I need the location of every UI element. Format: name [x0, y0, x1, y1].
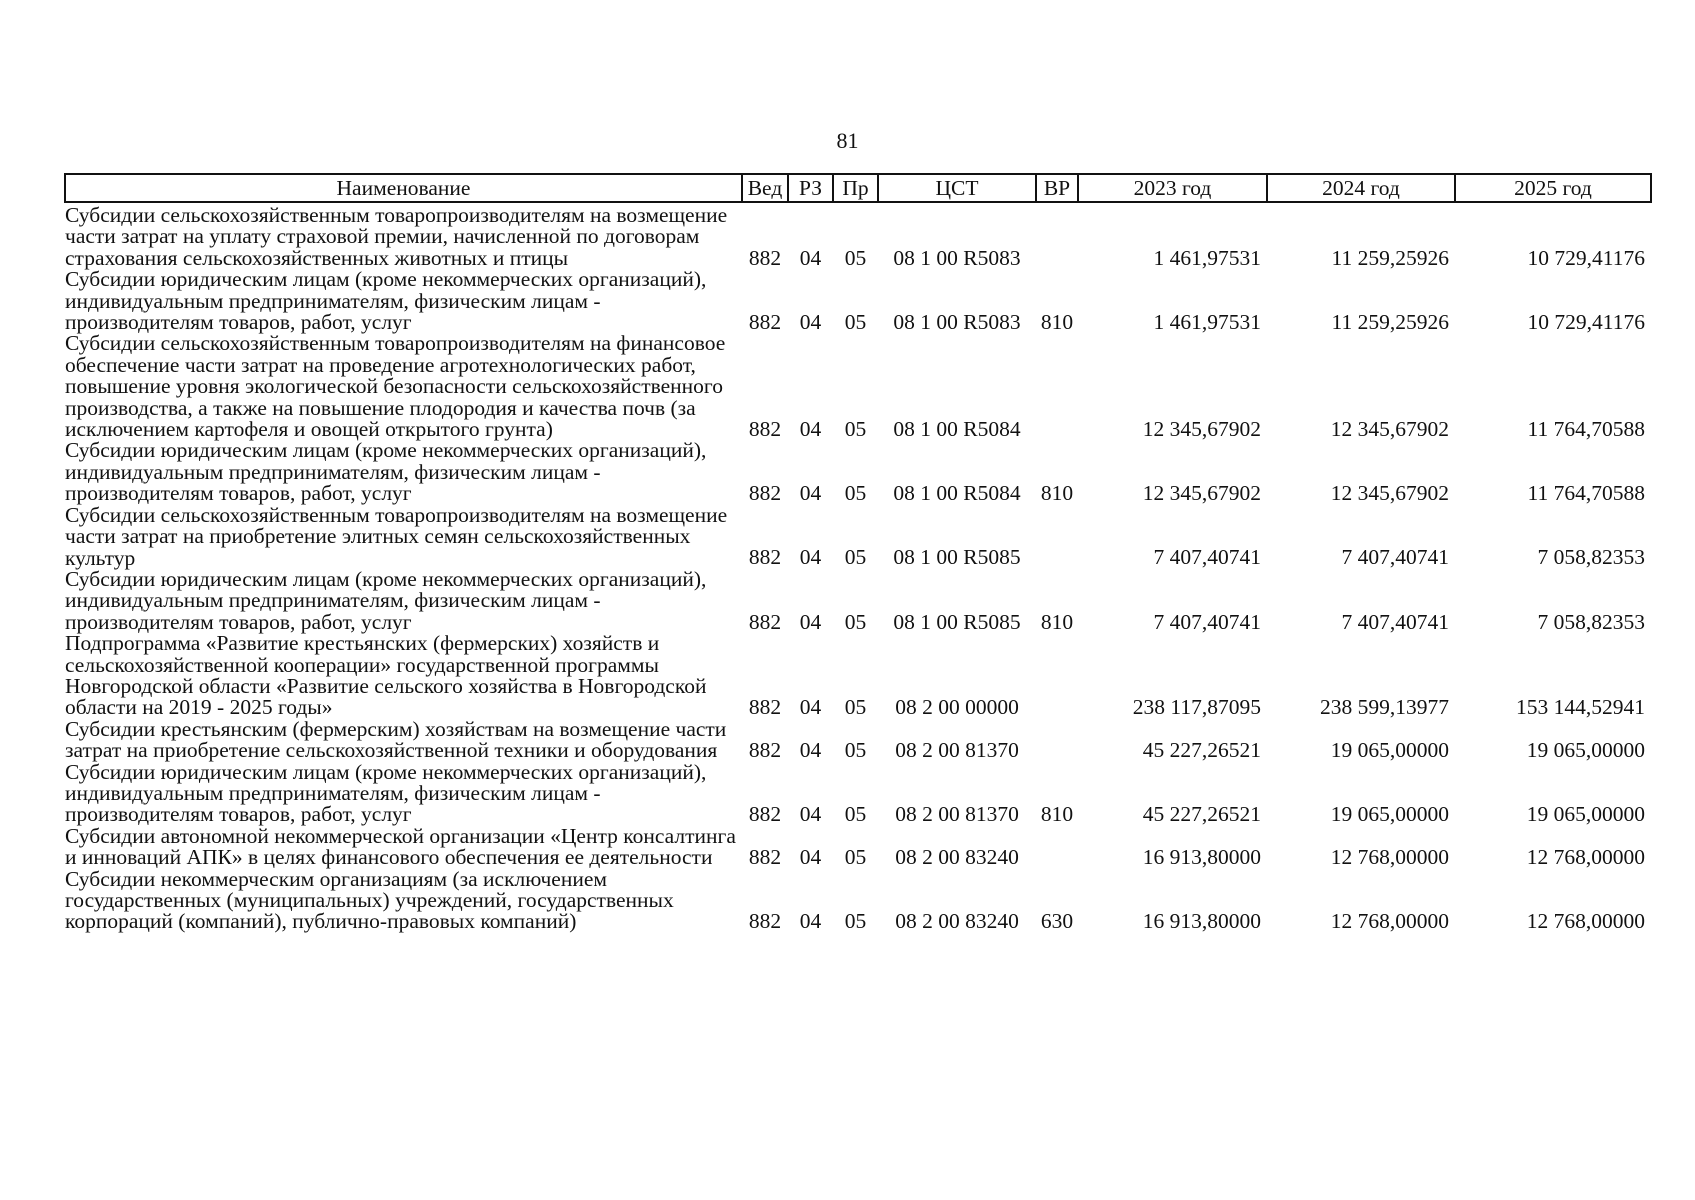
- cell-2023: 7 407,40741: [1153, 609, 1261, 634]
- cell-2023: 45 227,26521: [1142, 802, 1261, 827]
- cell-rz: 04: [799, 802, 822, 827]
- cell-name: Субсидии сельскохозяйственным товаропроизводителям на возмещение части затрат на уплату страховой премии, начисленной по договорам страхования сельскохозяйственных животных и птицы: [65, 203, 728, 270]
- cell-vr: [1036, 633, 1078, 719]
- table-row: [65, 826, 1651, 869]
- cell-pr: 05: [844, 609, 867, 634]
- cell-ved: 882: [748, 845, 782, 870]
- cell-ved: 882: [748, 909, 782, 934]
- cell-2024: 12 768,00000: [1330, 845, 1449, 870]
- cell-2023: 238 117,87095: [1132, 695, 1261, 720]
- cell-cst: 08 2 00 83240: [895, 845, 1019, 870]
- cell-name: Субсидии автономной некоммерческой организации «Центр консалтинга и инноваций АПК» в целях финансового обеспечения ее деятельности: [65, 823, 736, 870]
- cell-cst: 08 1 00 R5083: [893, 309, 1021, 334]
- cell-2025: 11 764,70588: [1527, 416, 1645, 441]
- cell-2025: 11 764,70588: [1527, 481, 1645, 506]
- cell-vr: [1036, 202, 1078, 269]
- cell-rz: 04: [799, 738, 822, 763]
- cell-cst: 08 1 00 R5085: [893, 545, 1021, 570]
- table-row: [65, 269, 1651, 333]
- cell-2025: 12 768,00000: [1526, 909, 1645, 934]
- table-row: [65, 633, 1651, 719]
- cell-pr: 05: [844, 416, 867, 441]
- cell-2025: 10 729,41176: [1527, 309, 1645, 334]
- cell-2024: 19 065,00000: [1330, 738, 1449, 763]
- cell-vr: 810: [1040, 481, 1074, 506]
- cell-name: Субсидии юридическим лицам (кроме некоммерческих организаций), индивидуальным предпринимателям, физическим лицам - производителям товаров, работ, услуг: [65, 267, 707, 335]
- cell-pr: 05: [844, 738, 867, 763]
- cell-name: Субсидии сельскохозяйственным товаропроизводителям на возмещение части затрат на приобретение элитных семян сельскохозяйственных культур: [65, 502, 728, 570]
- cell-ved: 882: [748, 738, 782, 763]
- cell-vr: [1036, 505, 1078, 569]
- table-row: [65, 762, 1651, 826]
- cell-2024: 12 768,00000: [1330, 909, 1449, 934]
- cell-name: Подпрограмма «Развитие крестьянских (фермерских) хозяйств и сельскохозяйственной кооперации» государственной программы Новгородской области «Развитие сельского хозяйства в Новгородской области на 2019 - 2025 годы»: [65, 631, 707, 720]
- cell-2025: 10 729,41176: [1527, 245, 1645, 270]
- cell-pr: 05: [844, 481, 867, 506]
- table-row: [65, 440, 1651, 504]
- cell-ved: 882: [748, 309, 782, 334]
- cell-2023: 1 461,97531: [1153, 309, 1261, 334]
- cell-vr: 810: [1040, 609, 1074, 634]
- cell-pr: 05: [844, 909, 867, 934]
- cell-cst: 08 1 00 R5084: [893, 416, 1021, 441]
- table-row: [65, 505, 1651, 569]
- cell-2023: 16 913,80000: [1142, 909, 1261, 934]
- cell-rz: 04: [799, 609, 822, 634]
- cell-rz: 04: [799, 481, 822, 506]
- cell-2024: 11 259,25926: [1331, 245, 1449, 270]
- cell-2025: 7 058,82353: [1537, 545, 1645, 570]
- cell-pr: 05: [844, 309, 867, 334]
- cell-rz: 04: [799, 245, 822, 270]
- cell-name: Субсидии юридическим лицам (кроме некоммерческих организаций), индивидуальным предпринимателям, физическим лицам - производителям товаров, работ, услуг: [65, 759, 707, 827]
- cell-name: Субсидии сельскохозяйственным товаропроизводителям на финансовое обеспечение части затрат на проведение агротехнологических работ, повышение уровня экологической безопасности сельскохозяйственного производства, а также на повышение плодородия и качества почв (за исключением картофеля и овощей открытого грунта): [65, 331, 726, 442]
- cell-pr: 05: [844, 695, 867, 720]
- cell-2023: 45 227,26521: [1142, 738, 1261, 763]
- cell-name: Субсидии крестьянским (фермерским) хозяйствам на возмещение части затрат на приобретение сельскохозяйственной техники и оборудования: [65, 716, 727, 763]
- cell-name: Субсидии юридическим лицам (кроме некоммерческих организаций), индивидуальным предпринимателям, физическим лицам - производителям товаров, работ, услуг: [65, 438, 707, 506]
- table-row: [65, 202, 1651, 269]
- cell-rz: 04: [799, 545, 822, 570]
- cell-rz: 04: [799, 695, 822, 720]
- cell-2025: 19 065,00000: [1526, 738, 1645, 763]
- cell-2023: 1 461,97531: [1153, 245, 1261, 270]
- cell-rz: 04: [799, 416, 822, 441]
- cell-2025: 153 144,52941: [1516, 695, 1645, 720]
- cell-rz: 04: [799, 909, 822, 934]
- budget-table: [64, 173, 1652, 933]
- cell-pr: 05: [844, 245, 867, 270]
- cell-vr: 810: [1040, 802, 1074, 827]
- cell-ved: 882: [748, 545, 782, 570]
- cell-2024: 12 345,67902: [1330, 481, 1449, 506]
- cell-2024: 12 345,67902: [1330, 416, 1449, 441]
- cell-ved: 882: [748, 481, 782, 506]
- cell-cst: 08 2 00 00000: [895, 695, 1019, 720]
- table-row: [65, 869, 1651, 933]
- cell-pr: 05: [844, 845, 867, 870]
- table-body: [65, 202, 1651, 933]
- cell-cst: 08 1 00 R5083: [893, 245, 1021, 270]
- cell-cst: 08 1 00 R5085: [893, 609, 1021, 634]
- table-row: [65, 569, 1651, 633]
- cell-2024: 11 259,25926: [1331, 309, 1449, 334]
- cell-pr: 05: [844, 802, 867, 827]
- cell-ved: 882: [748, 695, 782, 720]
- column-header-pr: Пр: [833, 174, 878, 202]
- cell-vr: [1036, 719, 1078, 762]
- column-header-cst: ЦСТ: [878, 174, 1036, 202]
- cell-vr: [1036, 333, 1078, 440]
- cell-2025: 19 065,00000: [1526, 802, 1645, 827]
- column-header-vr: ВР: [1036, 174, 1078, 202]
- cell-ved: 882: [748, 802, 782, 827]
- cell-name: Субсидии некоммерческим организациям (за исключением государственных (муниципальных) учреждений, государственных корпораций (компаний), публично-правовых компаний): [65, 866, 674, 934]
- table-header-row: [65, 174, 1651, 202]
- cell-cst: 08 1 00 R5084: [893, 481, 1021, 506]
- cell-2025: 7 058,82353: [1537, 609, 1645, 634]
- table-row: [65, 333, 1651, 440]
- cell-cst: 08 2 00 83240: [895, 909, 1019, 934]
- cell-vr: [1036, 826, 1078, 869]
- cell-ved: 882: [748, 416, 782, 441]
- column-header-2025: 2025 год: [1455, 174, 1651, 202]
- cell-rz: 04: [799, 309, 822, 334]
- cell-vr: 810: [1040, 309, 1074, 334]
- column-header-rz: РЗ: [788, 174, 833, 202]
- cell-2024: 7 407,40741: [1341, 545, 1449, 570]
- column-header-2024: 2024 год: [1267, 174, 1455, 202]
- cell-2024: 238 599,13977: [1320, 695, 1449, 720]
- cell-name: Субсидии юридическим лицам (кроме некоммерческих организаций), индивидуальным предпринимателям, физическим лицам - производителям товаров, работ, услуг: [65, 566, 707, 634]
- cell-pr: 05: [844, 545, 867, 570]
- column-header-2023: 2023 год: [1078, 174, 1267, 202]
- cell-2023: 12 345,67902: [1142, 481, 1261, 506]
- cell-2023: 7 407,40741: [1153, 545, 1261, 570]
- cell-ved: 882: [748, 609, 782, 634]
- cell-ved: 882: [748, 245, 782, 270]
- column-header-ved: Вед: [742, 174, 788, 202]
- cell-2025: 12 768,00000: [1526, 845, 1645, 870]
- cell-vr: 630: [1040, 909, 1074, 934]
- column-header-name: Наименование: [65, 174, 742, 202]
- table-row: [65, 719, 1651, 762]
- cell-rz: 04: [799, 845, 822, 870]
- cell-2024: 7 407,40741: [1341, 609, 1449, 634]
- cell-2023: 12 345,67902: [1142, 416, 1261, 441]
- cell-2023: 16 913,80000: [1142, 845, 1261, 870]
- cell-cst: 08 2 00 81370: [895, 802, 1019, 827]
- cell-cst: 08 2 00 81370: [895, 738, 1019, 763]
- page-number: 81: [836, 128, 859, 153]
- cell-2024: 19 065,00000: [1330, 802, 1449, 827]
